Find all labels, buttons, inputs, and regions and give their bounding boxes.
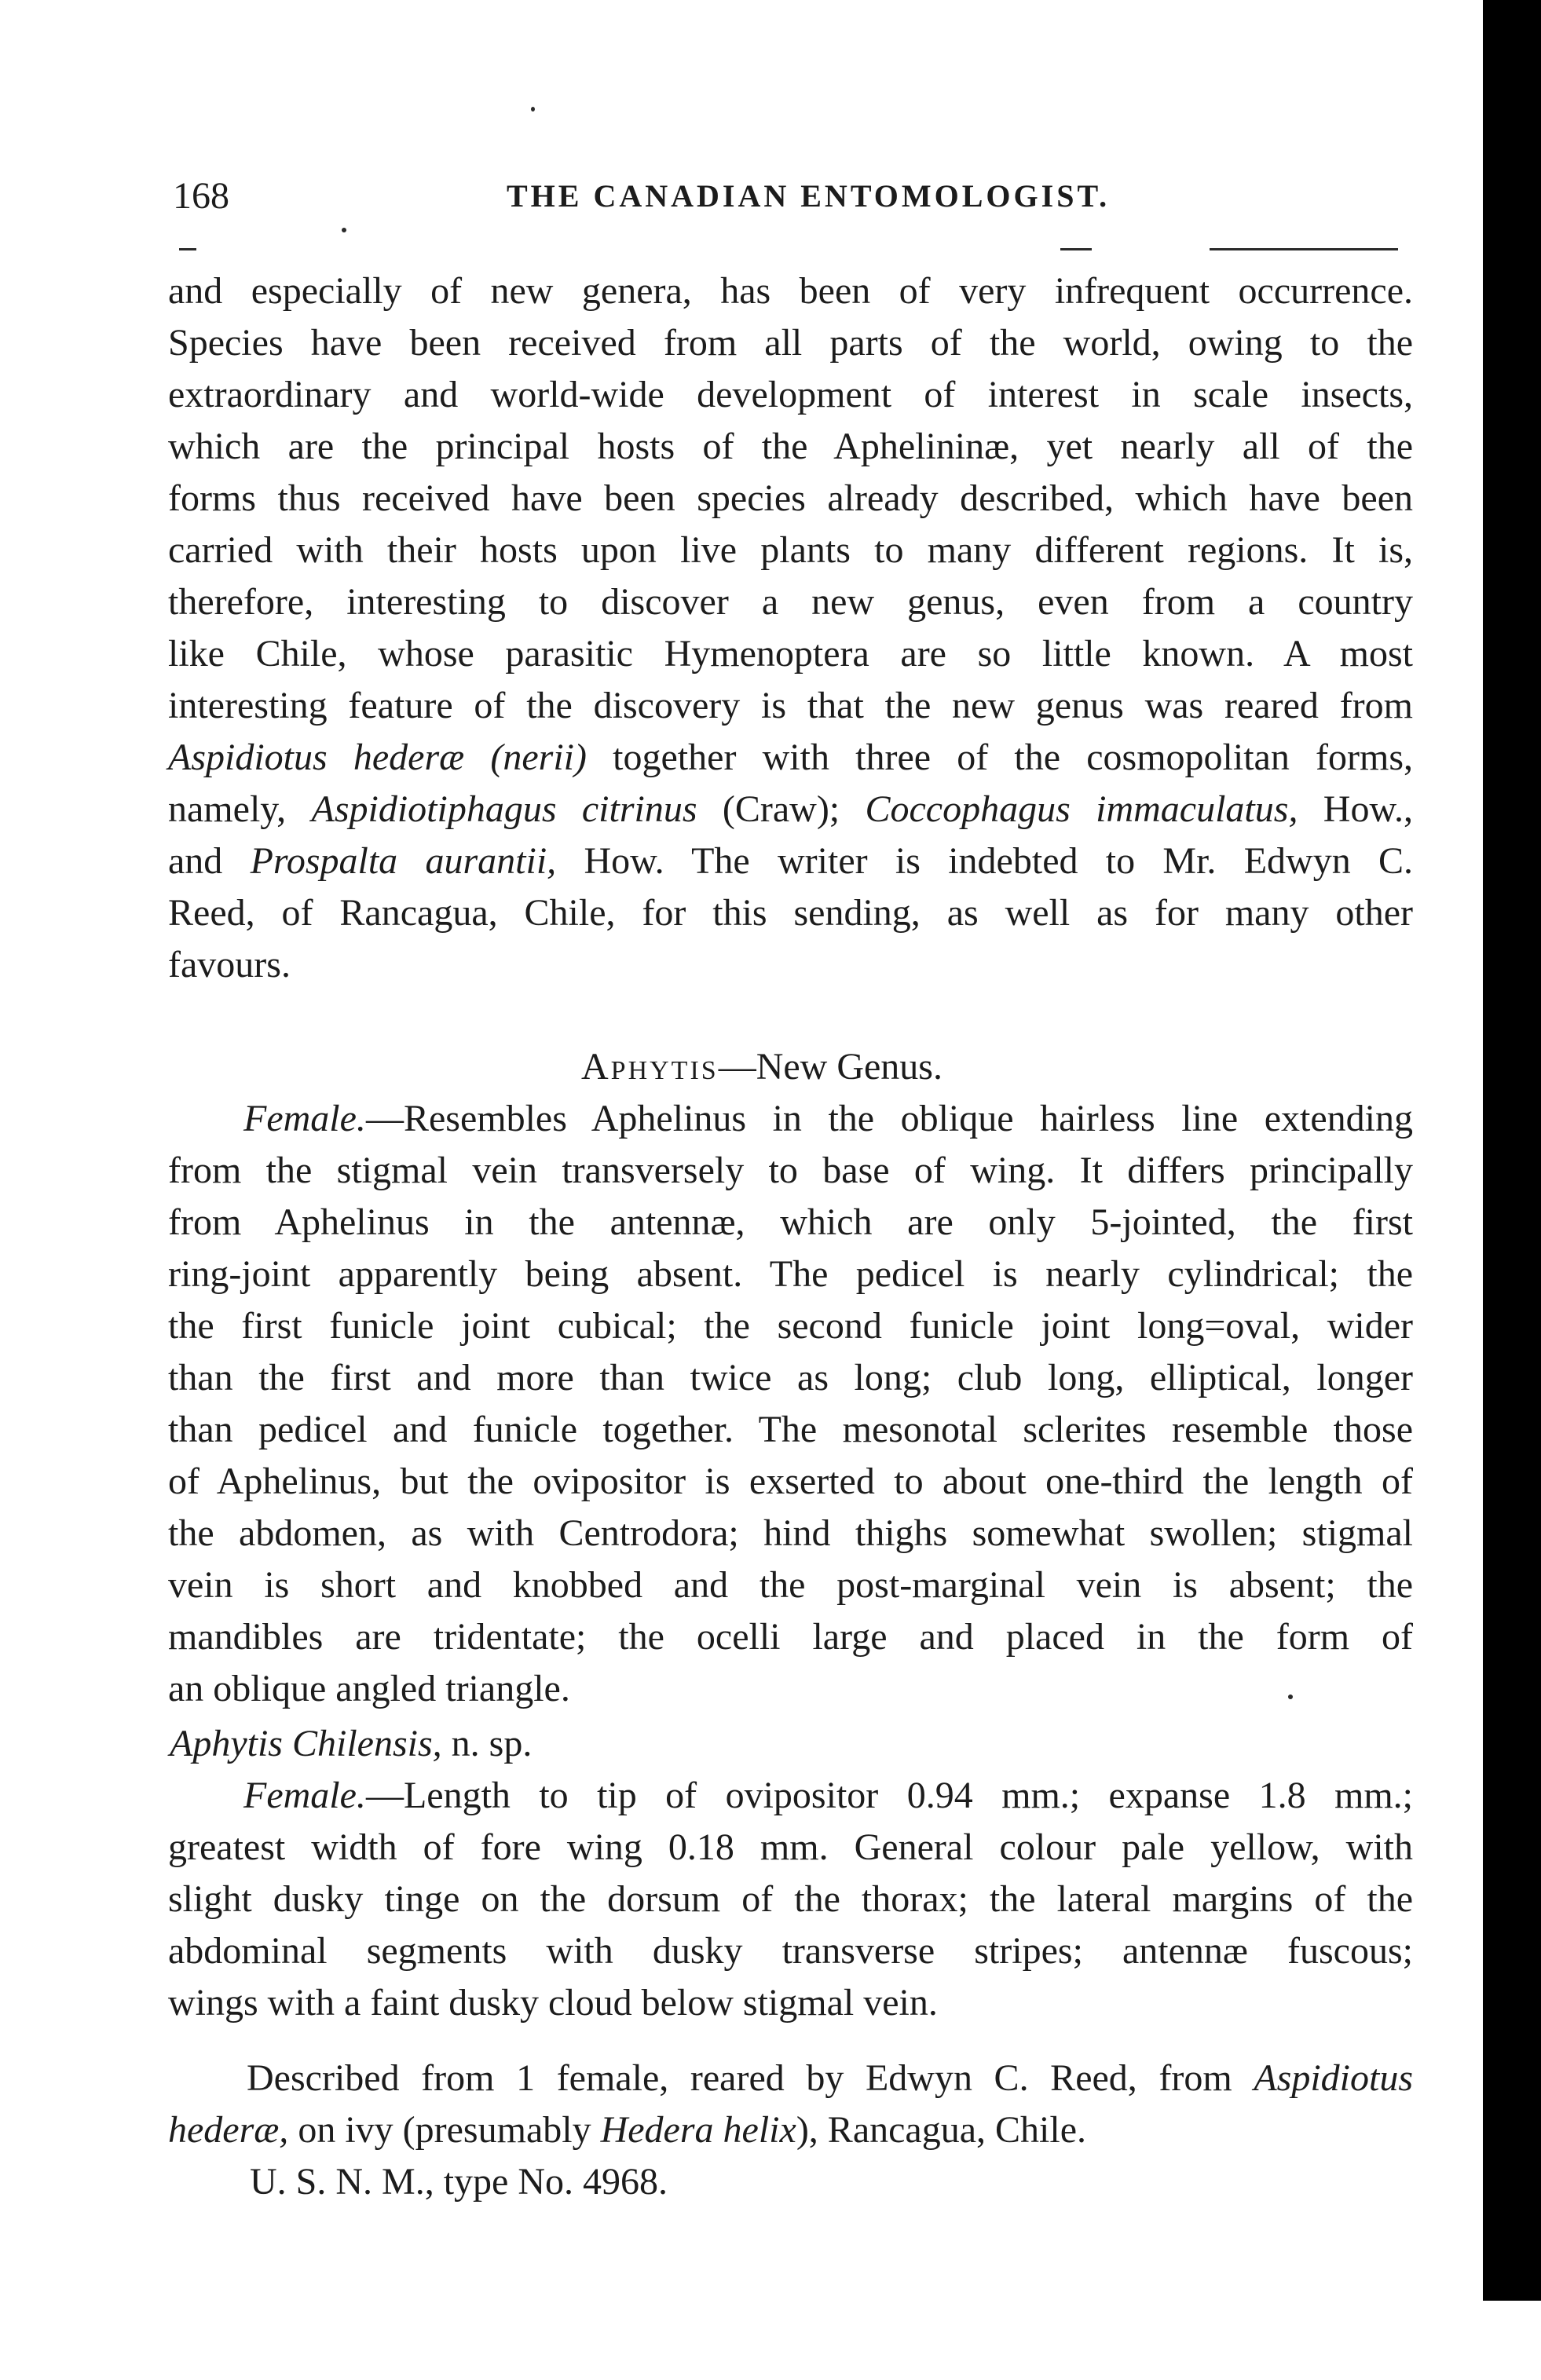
text-line: from Aphelinus in the antennæ, which are only 5-jointed, the first [168, 1201, 1413, 1243]
species-description [168, 1770, 1413, 2029]
genus-description [168, 1093, 1413, 1715]
text-line: therefore, interesting to discover a new genus, even from a country [168, 581, 1413, 623]
speck [342, 228, 346, 232]
text-line: namely, Aspidiotiphagus citrinus (Craw); Coccophagus immaculatus, How., [168, 788, 1413, 830]
text-line: Aspidiotus hederæ (nerii) together with three of the cosmopolitan forms, [168, 737, 1413, 778]
species-name: Hedera helix [600, 2109, 796, 2151]
text-line: the abdomen, as with Centrodora; hind thighs somewhat swollen; stigmal [168, 1512, 1413, 1554]
text-line: an oblique angled triangle. [168, 1668, 570, 1709]
text-line: slight dusky tinge on the dorsum of the thorax; the lateral margins of the [168, 1878, 1413, 1920]
text-line: wings with a faint dusky cloud below stigmal vein. [168, 1982, 938, 2024]
text-line: abdominal segments with dusky transverse stripes; antennæ fuscous; [168, 1930, 1413, 1972]
text-line: Species have been received from all parts of the world, owing to the [168, 322, 1413, 364]
header-rule-mark [179, 248, 196, 250]
sex-label: Female. [243, 1098, 366, 1139]
text-line: Female.—Resembles Aphelinus in the oblique hairless line extending [243, 1098, 1413, 1139]
running-title: THE CANADIAN ENTOMOLOGIST. [507, 178, 1111, 214]
intro-paragraph [168, 265, 1413, 991]
text-line: Reed, of Rancagua, Chile, for this sending, as well as for many other [168, 892, 1413, 934]
text-line: extraordinary and world-wide development of interest in scale insects, [168, 374, 1413, 415]
text-line: Female.—Length to tip of ovipositor 0.94 mm.; expanse 1.8 mm.; [243, 1775, 1413, 1816]
text-line: carried with their hosts upon live plants to many different regions. It is, [168, 529, 1413, 571]
species-name: Coccophagus immaculatus, [865, 788, 1298, 830]
species-name: Aspidiotus [1254, 2057, 1413, 2099]
text-line: which are the principal hosts of the Aphelininæ, yet nearly all of the [168, 426, 1413, 467]
text-line: of Aphelinus, but the ovipositor is exserted to about one-third the length of [168, 1461, 1413, 1502]
text-line: and especially of new genera, has been of very infrequent occurrence. [168, 270, 1413, 312]
sex-label: Female. [243, 1775, 366, 1816]
text-line: mandibles are tridentate; the ocelli large and placed in the form of [168, 1616, 1413, 1658]
page-number: 168 [173, 175, 229, 217]
species-name: Aspidiotus hederæ (nerii) [168, 737, 587, 778]
text-line: from the stigmal vein transversely to base of wing. It differs principally [168, 1150, 1413, 1191]
text-line: vein is short and knobbed and the post-marginal vein is absent; the [168, 1564, 1413, 1606]
text-line: ring-joint apparently being absent. The pedicel is nearly cylindrical; the [168, 1253, 1413, 1295]
text-line: greatest width of fore wing 0.18 mm. General colour pale yellow, with [168, 1826, 1413, 1868]
text-line: than pedicel and funicle together. The mesonotal sclerites resemble those [168, 1409, 1413, 1450]
text-line: favours. [168, 944, 291, 985]
species-name: Prospalta aurantii, [250, 840, 557, 882]
text-line: Described from 1 female, reared by Edwyn C. Reed, from Aspidiotus [247, 2057, 1413, 2099]
text-line: interesting feature of the discovery is that the new genus was reared from [168, 685, 1413, 726]
genus-heading: Aphytis—New Genus. [581, 1046, 943, 1088]
species-name: hederæ, [168, 2109, 289, 2151]
species-name: Aspidiotiphagus citrinus [311, 788, 697, 830]
species-name: Aphytis Chilensis, [170, 1723, 442, 1764]
header-rule [1210, 248, 1398, 250]
text-line: the first funicle joint cubical; the second funicle joint long=oval, wider [168, 1305, 1413, 1347]
text-line: than the first and more than twice as long; club long, elliptical, longer [168, 1357, 1413, 1398]
text-line: like Chile, whose parasitic Hymenoptera are so little known. A most [168, 633, 1413, 675]
species-heading: Aphytis Chilensis, n. sp. [170, 1723, 533, 1764]
text-line: and Prospalta aurantii, How. The writer is indebted to Mr. Edwyn C. [168, 840, 1414, 882]
text-line: forms thus received have been species already described, which have been [168, 477, 1413, 519]
type-number: U. S. N. M., type No. 4968. [250, 2161, 668, 2203]
genus-name: Aphytis [581, 1046, 719, 1088]
header-rule-mark [1060, 248, 1092, 250]
speck [531, 107, 535, 112]
described-paragraph [168, 2053, 1413, 2156]
scan-edge-bar [1483, 0, 1541, 2301]
text-line: hederæ, on ivy (presumably Hedera helix), Rancagua, Chile. [168, 2109, 1087, 2151]
